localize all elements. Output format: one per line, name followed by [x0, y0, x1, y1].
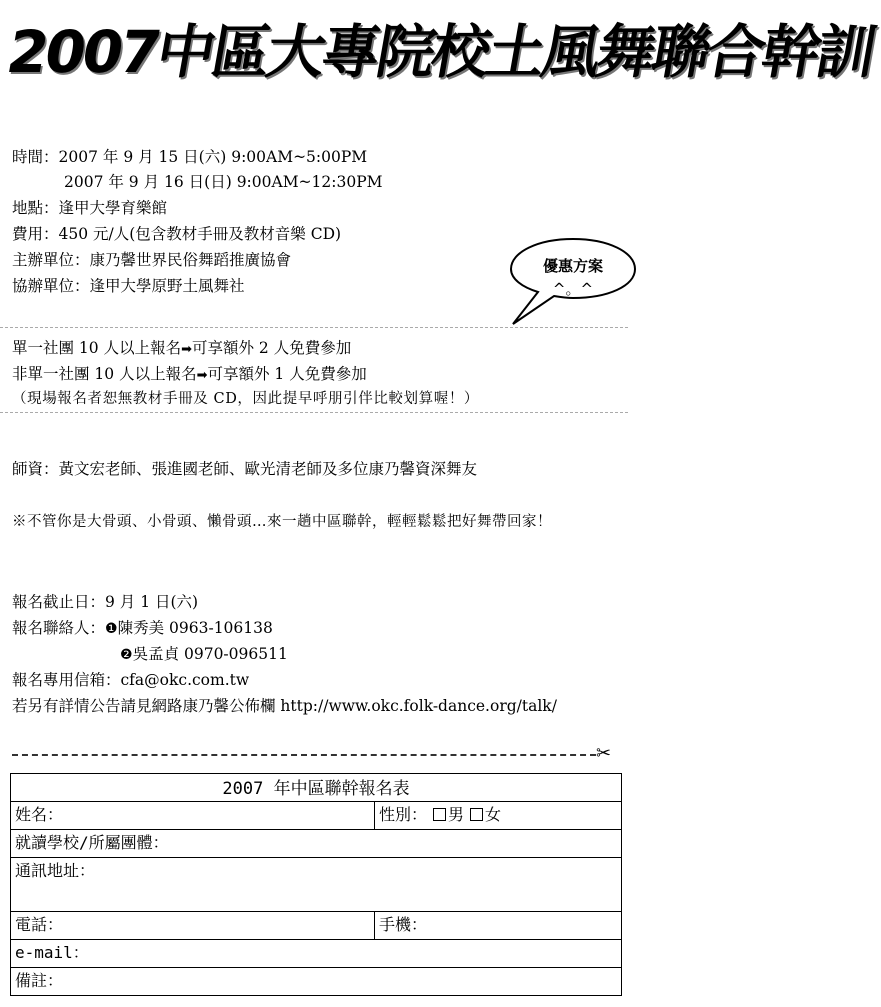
organizer-line: 主辦單位：康乃馨世界民俗舞蹈推廣協會	[12, 251, 292, 269]
arrow-right-icon: ➡	[181, 342, 192, 357]
gender-field[interactable]	[375, 802, 622, 830]
discount-1-benefit: 可享額外 2 人免費參加	[191, 339, 352, 357]
contact-2: 吳孟貞 0970-096511	[132, 645, 288, 663]
slogan-line: ※不管你是大骨頭、小骨頭、懶骨頭…來一趟中區聯幹，輕輕鬆鬆把好舞帶回家！	[12, 514, 552, 530]
registration-form	[10, 773, 622, 996]
discount-line-2	[12, 362, 367, 388]
female-checkbox[interactable]	[470, 808, 483, 821]
fee-line: 費用：450 元/人(包含教材手冊及教材音樂 CD)	[12, 225, 342, 243]
contact-1: 陳秀美 0963-106138	[117, 619, 273, 637]
contact-line-1	[12, 616, 273, 641]
time-label: 時間：	[12, 148, 59, 166]
discount-line-1	[12, 336, 351, 362]
arrow-right-icon: ➡	[196, 368, 208, 383]
male-checkbox[interactable]	[433, 808, 446, 821]
bubble-title: 優惠方案	[542, 257, 603, 275]
cut-line	[12, 754, 596, 756]
place-line: 地點：逢甲大學育樂館	[12, 199, 168, 217]
page-title: 2007中區大專院校土風舞聯合幹訓	[2, 18, 879, 86]
discount-2-condition: 非單一社團 10 人以上報名	[12, 365, 197, 383]
male-label: 男	[448, 805, 465, 824]
school-field[interactable]: 就讀學校/所屬團體：	[11, 830, 622, 858]
discount-note: （現場報名者恕無教材手冊及 CD，因此提早呼朋引伴比較划算喔！）	[12, 391, 480, 407]
phone-field[interactable]: 電話：	[11, 912, 375, 940]
time-day-1: 2007 年 9 月 15 日(六) 9:00AM~5:00PM	[58, 148, 368, 166]
discount-2-benefit: 可享額外 1 人免費參加	[207, 365, 367, 383]
email-line: 報名專用信箱：cfa@okc.com.tw	[12, 671, 250, 689]
name-field[interactable]: 姓名：	[11, 802, 375, 830]
email-field[interactable]: e-mail：	[11, 940, 622, 968]
mobile-field[interactable]: 手機：	[375, 912, 622, 940]
address-field[interactable]: 通訊地址：	[11, 858, 622, 912]
time-line-1	[12, 145, 367, 169]
time-day-2: 2007 年 9 月 16 日(日) 9:00AM~12:30PM	[64, 173, 383, 191]
number-one-icon: ❶	[105, 621, 118, 637]
scissors-icon: ✂	[596, 743, 612, 764]
number-two-icon: ❷	[120, 647, 133, 663]
female-label: 女	[485, 805, 502, 824]
teachers-line: 師資：黃文宏老師、張進國老師、歐光清老師及多位康乃馨資深舞友	[12, 460, 478, 478]
website-line: 若另有詳情公告請見網路康乃馨公佈欄 http://www.okc.folk-dance.org/talk/	[12, 697, 557, 715]
co-organizer-line: 協辦單位：逢甲大學原野土風舞社	[12, 277, 245, 295]
deadline-line: 報名截止日：9 月 1 日(六)	[12, 593, 199, 611]
gender-label: 性別：	[379, 805, 428, 824]
remarks-field[interactable]: 備註：	[11, 968, 622, 996]
form-title: 2007 年中區聯幹報名表	[11, 774, 622, 802]
contact-label: 報名聯絡人：	[12, 619, 106, 637]
discount-1-condition: 單一社團 10 人以上報名	[12, 339, 182, 357]
contact-line-2	[120, 642, 288, 667]
bubble-face: ^。^	[552, 280, 594, 298]
